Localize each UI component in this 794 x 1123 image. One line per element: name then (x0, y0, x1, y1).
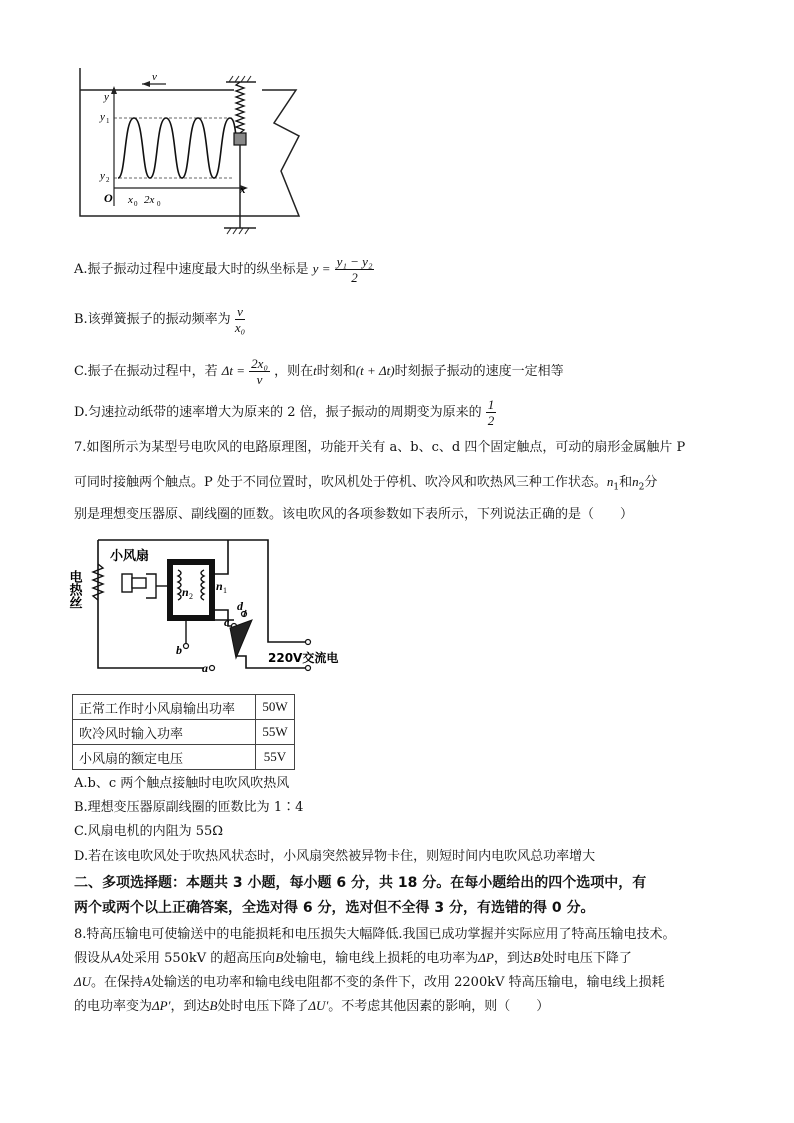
heater-label: 电热丝 (66, 570, 82, 609)
q8-stem-line3: ΔU。在保持A处输送的电功率和输电线电阻都不变的条件下，改用 2200kV 特高压输电，输电线上损耗 (74, 974, 665, 990)
q7-stem-line3: 别是理想变压器原、副线圈的匝数。该电吹风的各项参数如下表所示，下列说法正确的是（ ） (74, 507, 634, 522)
q8-stem-line1: 8.特高压输电可使输送中的电能损耗和电压损失大幅降低.我国已成功掌握并实际应用了特高压输电技术。 (74, 927, 676, 942)
section2-heading-line2: 两个或两个以上正确答案，全选对得 6 分，选对但不全得 3 分，有选错的得 0 分。 (74, 900, 595, 916)
parameter-table (72, 694, 295, 770)
q6-option-a[interactable]: A.振子振动过程中速度最大时的纵坐标是 y = $\frac{\text{y₁ − y₂}}{2}$ (74, 254, 373, 285)
svg-text:d: d (237, 599, 243, 613)
oscillator-figure (74, 66, 314, 240)
svg-text:0: 0 (134, 200, 138, 208)
q7-option-a[interactable]: A.b、c 两个触点接触时电吹风吹热风 (74, 776, 290, 791)
q7-option-d[interactable]: D.若在该电吹风处于吹热风状态时，小风扇突然被异物卡住，则短时间内电吹风总功率增大 (74, 849, 596, 864)
svg-text:a: a (202, 661, 208, 675)
svg-text:O: O (104, 191, 113, 205)
q6-option-c[interactable]: C.振子在振动过程中，若 Δt = $\frac{\text{2x₀}}{v}$ ，则在t时刻和(t + Δt)时刻振子振动的速度一定相等 (74, 356, 564, 387)
svg-text:b: b (176, 643, 182, 657)
q7-stem-line1: 7.如图所示为某型号电吹风的电路原理图，功能开关有 a、b、c、d 四个固定触点，可动的扇形金属触片 P (74, 440, 686, 455)
fan-label: 小风扇 (110, 549, 150, 564)
svg-text:n: n (216, 579, 223, 593)
section2-heading-line1: 二、多项选择题：本题共 3 小题，每小题 6 分，共 18 分。在每小题给出的四个选项中，有 (74, 875, 647, 891)
svg-text:1: 1 (106, 117, 110, 125)
table-row: 正常工作时小风扇输出功率 50W (73, 695, 295, 720)
q8-stem-line4: 的电功率变为ΔP′，到达B处时电压下降了ΔU′。不考虑其他因素的影响，则（ ） (74, 998, 550, 1014)
svg-text:n: n (182, 585, 189, 599)
svg-text:2: 2 (106, 176, 110, 184)
q7-option-b[interactable]: B.理想变压器原副线圈的匝数比为 1∶4 (74, 800, 304, 815)
q6-option-b[interactable]: B.该弹簧振子的振动频率为 $\frac{v}{\text{x₀}}$ (74, 304, 246, 335)
svg-text:y: y (100, 111, 105, 123)
svg-text:x: x (240, 184, 246, 196)
velocity-label: v (152, 71, 157, 83)
q6-option-d[interactable]: D.匀速拉动纸带的速率增大为原来的 2 倍，振子振动的周期变为原来的 $\frac{1}{2}$ (74, 397, 495, 428)
svg-text:0: 0 (157, 200, 161, 208)
q7-stem-line2: 可同时接触两个触点。P 处于不同位置时，吹风机处于停机、吹冷风和吹热风三种工作状态。$n_1$和$n_2$分 (74, 474, 658, 493)
table-row: 吹冷风时输入功率 55W (73, 720, 295, 745)
q8-stem-line2: 假设从A处采用 550kV 的超高压向B处输电，输电线上损耗的电功率为ΔP，到达B处时电压下降了 (74, 950, 632, 966)
table-row: 小风扇的额定电压 55V (73, 745, 295, 770)
svg-text:x: x (128, 194, 133, 206)
svg-text:y: y (104, 91, 109, 103)
svg-text:2x: 2x (144, 194, 155, 206)
circuit-figure (66, 534, 364, 675)
svg-text:y: y (100, 170, 105, 182)
svg-text:c: c (224, 615, 230, 629)
ac-label: 220V交流电 (268, 651, 339, 665)
svg-text:1: 1 (223, 586, 227, 595)
svg-text:2: 2 (189, 592, 193, 601)
q7-option-c[interactable]: C.风扇电机的内阻为 55Ω (74, 824, 224, 839)
